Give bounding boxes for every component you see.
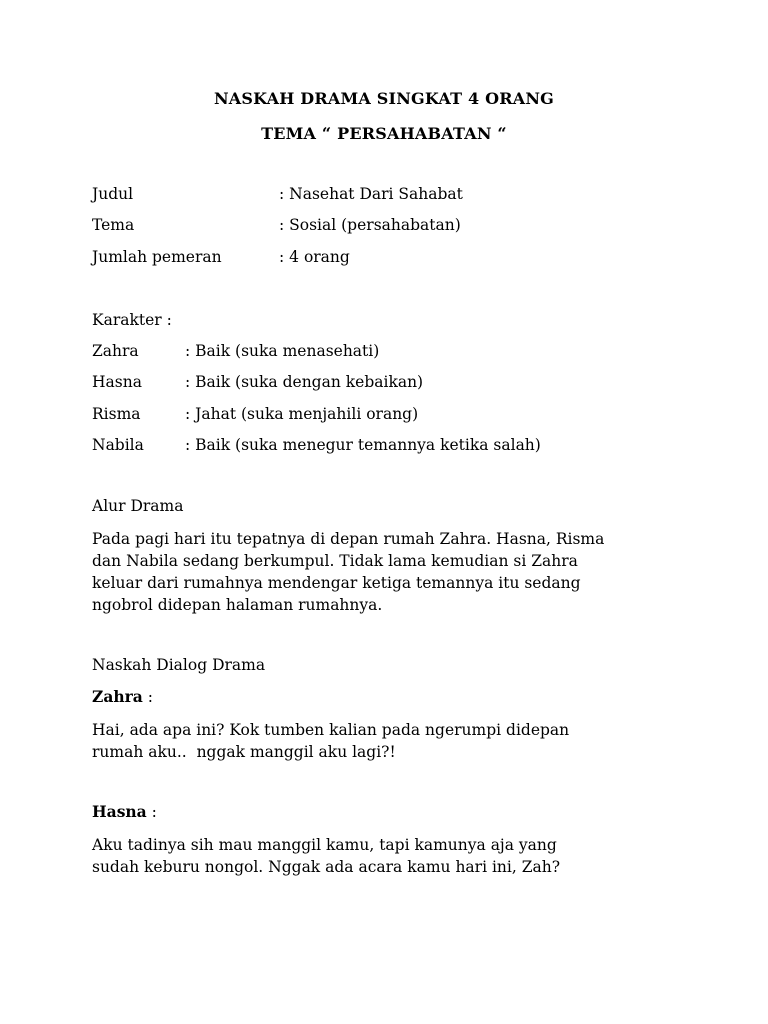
- meta-value-jumlah-pemeran: : 4 orang: [279, 248, 350, 266]
- meta-value-judul: : Nasehat Dari Sahabat: [279, 185, 463, 203]
- speaker-name: Zahra: [92, 687, 143, 706]
- document-theme-title: TEMA “ PERSAHABATAN “: [261, 124, 507, 143]
- dialog-speaker-zahra: [92, 687, 153, 706]
- character-name-nabila: Nabila: [92, 436, 144, 454]
- speaker-colon: :: [142, 688, 153, 706]
- speaker-name: Hasna: [92, 802, 147, 821]
- dialog-line-hasna: [92, 834, 692, 878]
- dialog-text: Hai, ada apa ini? Kok tumben kalian pada ngerumpi didepan: [92, 721, 570, 739]
- plot-line: Pada pagi hari itu tepatnya di depan rumah Zahra. Hasna, Risma: [92, 530, 605, 548]
- dialog-line-zahra: [92, 719, 692, 763]
- character-name-hasna: Hasna: [92, 373, 142, 391]
- plot-paragraph: [92, 528, 692, 616]
- plot-line: keluar dari rumahnya mendengar ketiga temannya itu sedang: [92, 574, 581, 592]
- character-name-zahra: Zahra: [92, 342, 139, 360]
- meta-label-judul: Judul: [92, 185, 134, 203]
- characters-heading: Karakter :: [92, 311, 172, 329]
- dialog-speaker-hasna: [92, 802, 157, 821]
- document-title: NASKAH DRAMA SINGKAT 4 ORANG: [213, 89, 555, 108]
- character-name-risma: Risma: [92, 405, 141, 423]
- dialog-text: rumah aku.. nggak manggil aku lagi?!: [92, 743, 396, 761]
- dialog-text: sudah keburu nongol. Nggak ada acara kamu hari ini, Zah?: [92, 858, 561, 876]
- plot-line: dan Nabila sedang berkumpul. Tidak lama kemudian si Zahra: [92, 552, 578, 570]
- plot-line: ngobrol didepan halaman rumahnya.: [92, 596, 383, 614]
- character-desc-hasna: : Baik (suka dengan kebaikan): [185, 373, 424, 391]
- character-desc-nabila: : Baik (suka menegur temannya ketika salah): [185, 436, 541, 454]
- meta-value-tema: : Sosial (persahabatan): [279, 216, 461, 234]
- character-desc-zahra: : Baik (suka menasehati): [185, 342, 380, 360]
- dialog-heading: Naskah Dialog Drama: [92, 656, 266, 674]
- meta-label-tema: Tema: [92, 216, 135, 234]
- dialog-text: Aku tadinya sih mau manggil kamu, tapi kamunya aja yang: [92, 836, 557, 854]
- speaker-colon: :: [146, 803, 157, 821]
- meta-label-jumlah-pemeran: Jumlah pemeran: [92, 248, 222, 266]
- plot-heading: Alur Drama: [92, 497, 184, 515]
- character-desc-risma: : Jahat (suka menjahili orang): [185, 405, 419, 423]
